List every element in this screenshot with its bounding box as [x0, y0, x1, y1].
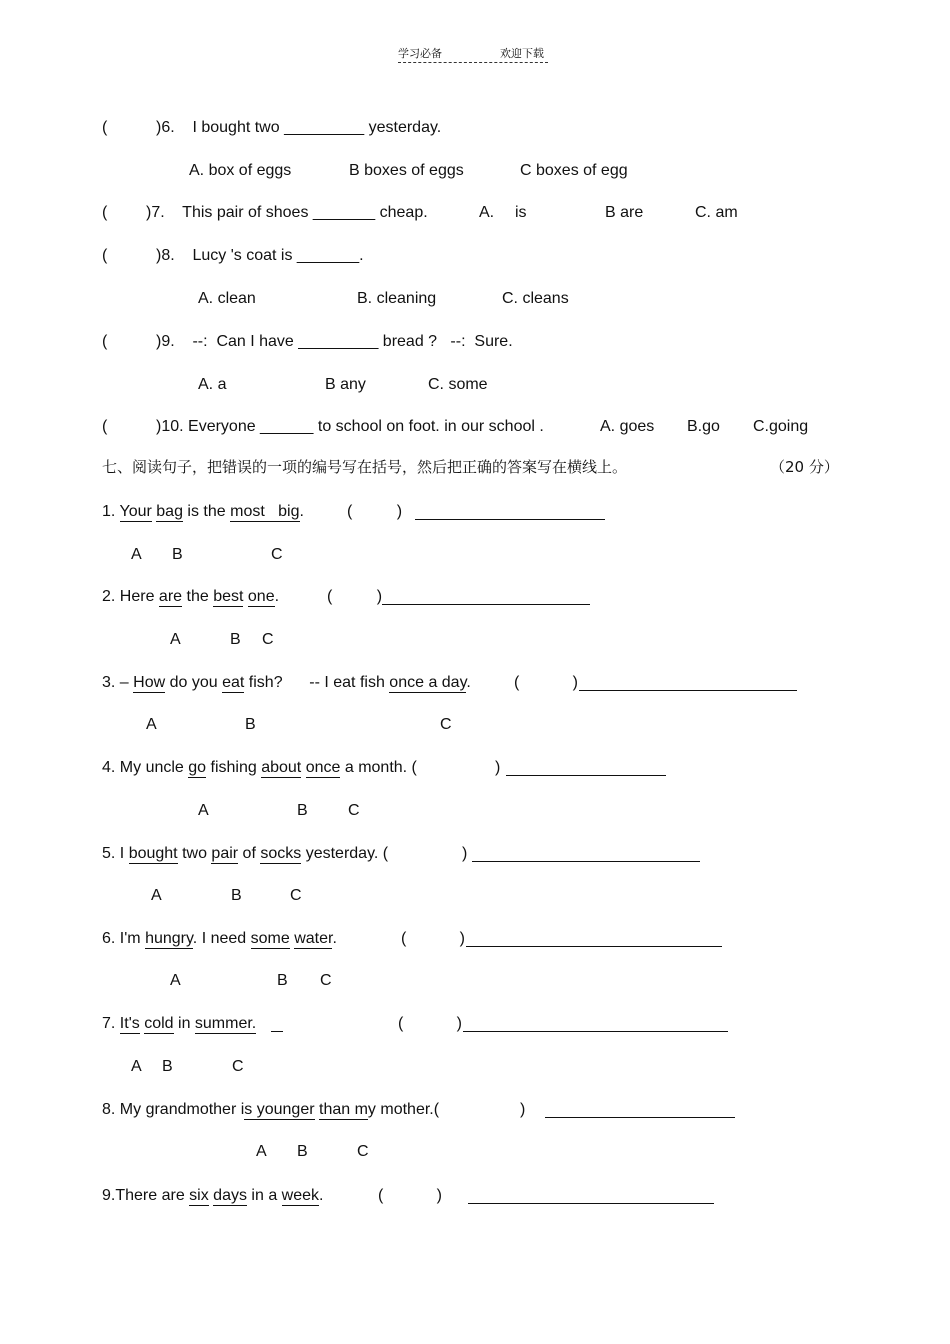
item-6-label-a: A — [170, 972, 181, 989]
q9-paren: ( — [102, 333, 108, 350]
item-2-label-b: B — [230, 631, 241, 648]
q8-paren: ( — [102, 247, 108, 264]
header-rule — [398, 62, 548, 63]
item-7-underline-tail — [271, 1031, 283, 1032]
q6-option-a: A. box of eggs — [189, 162, 292, 179]
item-4-label-a: A — [198, 802, 209, 819]
item-5-label-b: B — [231, 887, 242, 904]
item-4-label-b: B — [297, 802, 308, 819]
q7-paren: ( — [102, 204, 108, 221]
item-7-label-a: A — [131, 1058, 142, 1075]
item-7-answer-line[interactable] — [463, 1031, 728, 1032]
q10-option-c: C.going — [753, 418, 809, 435]
item-5-label-c: C — [290, 887, 302, 904]
item-3-answer-line[interactable] — [579, 690, 797, 691]
item-9-paren: ( ) — [378, 1187, 442, 1204]
item-3-sentence: 3. – How do you eat fish? -- I eat fish once a day. — [102, 674, 471, 691]
q8-option-b: B. cleaning — [357, 290, 437, 307]
q6-stem: )6. I bought two _________ yesterday. — [156, 119, 442, 136]
item-3-label-c: C — [440, 716, 452, 733]
item-8-sentence: 8. My grandmother is younger than my mother.( — [102, 1101, 440, 1118]
q6-paren: ( — [102, 119, 108, 136]
q7-option-a: A. — [479, 204, 495, 221]
q6-option-c: C boxes of egg — [520, 162, 628, 179]
item-5-answer-line[interactable] — [472, 861, 700, 862]
item-1-sentence: 1. Your bag is the most big. — [102, 503, 304, 520]
item-2-label-a: A — [170, 631, 181, 648]
item-1-label-b: B — [172, 546, 183, 563]
item-1-paren: ( ) — [347, 503, 403, 520]
q10-paren: ( — [102, 418, 108, 435]
item-3-paren: ( ) — [514, 674, 578, 691]
item-8-answer-line[interactable] — [545, 1117, 735, 1118]
q10-stem: )10. Everyone ______ to school on foot. in our school . — [156, 418, 544, 435]
q7-option-c: C. am — [695, 204, 738, 221]
item-6-answer-line[interactable] — [466, 946, 722, 947]
item-7-label-c: C — [232, 1058, 244, 1075]
item-4-sentence: 4. My uncle go fishing about once a month. ( — [102, 759, 417, 776]
header-left: 学习必备 — [398, 47, 442, 60]
item-6-paren: ( ) — [401, 930, 465, 947]
q10-option-a: A. goes — [600, 418, 655, 435]
item-4-answer-line[interactable] — [506, 775, 666, 776]
item-2-sentence: 2. Here are the best one. — [102, 588, 280, 605]
item-2-answer-line[interactable] — [382, 604, 590, 605]
section-points: （20 分） — [770, 458, 839, 476]
item-1-answer-line[interactable] — [415, 519, 605, 520]
item-7-label-b: B — [162, 1058, 173, 1075]
q9-option-b: B any — [325, 376, 366, 393]
item-1-label-c: C — [271, 546, 283, 563]
item-8-label-b: B — [297, 1143, 308, 1160]
item-9-sentence: 9.There are six days in a week. — [102, 1187, 324, 1204]
item-6-sentence: 6. I'm hungry. I need some water. — [102, 930, 337, 947]
item-2-paren: ( ) — [327, 588, 383, 605]
item-3-label-b: B — [245, 716, 256, 733]
item-1-label-a: A — [131, 546, 142, 563]
item-8-label-c: C — [357, 1143, 369, 1160]
item-4-paren: ) — [495, 759, 501, 776]
item-8-paren: ) — [520, 1101, 526, 1118]
q8-option-c: C. cleans — [502, 290, 569, 307]
item-4-label-c: C — [348, 802, 360, 819]
q7-option-a-text: is — [515, 204, 527, 221]
item-7-sentence: 7. It's cold in summer. — [102, 1015, 257, 1032]
q9-stem: )9. --: Can I have _________ bread ? --: Sure. — [156, 333, 513, 350]
item-9-answer-line[interactable] — [468, 1203, 714, 1204]
header-right: 欢迎下载 — [500, 47, 544, 60]
q7-stem: )7. This pair of shoes _______ cheap. — [146, 204, 428, 221]
item-3-label-a: A — [146, 716, 157, 733]
section-title: 七、阅读句子，把错误的一项的编号写在括号，然后把正确的答案写在横线上。 — [102, 458, 628, 476]
item-2-label-c: C — [262, 631, 274, 648]
q6-option-b: B boxes of eggs — [349, 162, 464, 179]
item-5-label-a: A — [151, 887, 162, 904]
item-8-label-a: A — [256, 1143, 267, 1160]
item-6-label-b: B — [277, 972, 288, 989]
q9-option-a: A. a — [198, 376, 227, 393]
q8-option-a: A. clean — [198, 290, 256, 307]
q7-option-b: B are — [605, 204, 644, 221]
q9-option-c: C. some — [428, 376, 488, 393]
item-5-sentence: 5. I bought two pair of socks yesterday. ( — [102, 845, 389, 862]
q10-option-b: B.go — [687, 418, 720, 435]
q8-stem: )8. Lucy 's coat is _______. — [156, 247, 364, 264]
item-6-label-c: C — [320, 972, 332, 989]
item-7-paren: ( ) — [398, 1015, 462, 1032]
item-5-paren: ) — [462, 845, 468, 862]
